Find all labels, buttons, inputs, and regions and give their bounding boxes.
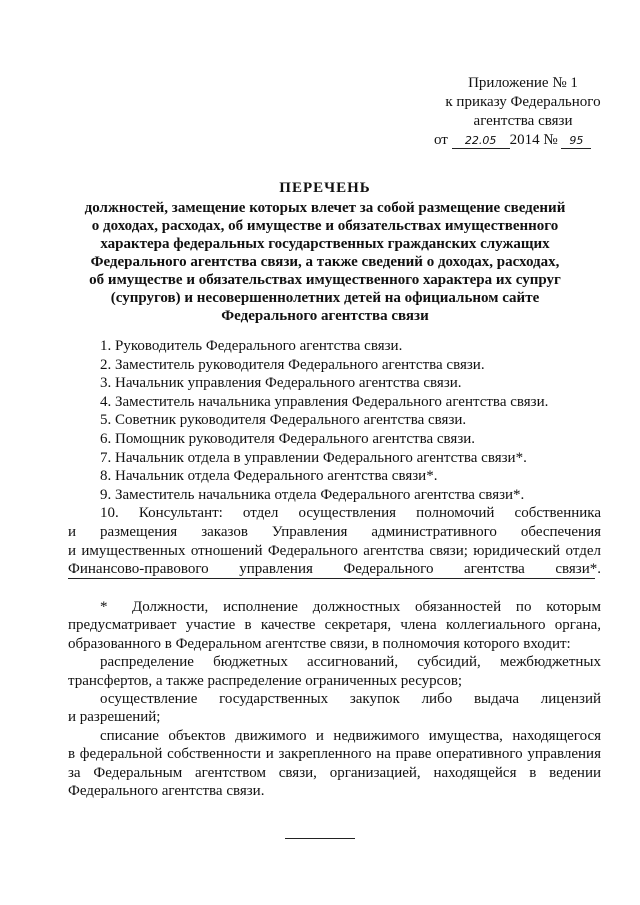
footnote-divider [68, 578, 595, 579]
list-item: 2. Заместитель руководителя Федерального агентства связи. [100, 356, 485, 373]
item-10-line: и имущественных отношений Федерального агентства связи; юридический отдел [68, 542, 601, 559]
appendix-line-1: Приложение № 1 [468, 75, 578, 91]
title-heading: ПЕРЕЧЕНЬ [279, 180, 371, 196]
footnote-line: за Федеральным агентством связи, организацией, находящейся в ведении [68, 764, 601, 781]
item-10-line: 10. Консультант: отдел осуществления полномочий собственника [100, 505, 601, 522]
handwritten-date: 22.05 [452, 134, 510, 149]
title-line: Федерального агентства связи, а также сведений о доходах, расходах, [90, 254, 560, 270]
footnote-line: списание объектов движимого и недвижимого имущества, находящегося [100, 727, 601, 744]
footnote-line: предусматривает участие в качестве секретаря, члена коллегиального органа, [68, 617, 601, 634]
footnote-line: в федеральной собственности и закрепленного на праве оперативного управления [68, 746, 601, 763]
footnote-paragraph-1 [68, 598, 601, 653]
footnote-paragraph-2 [68, 653, 601, 690]
item-10-line: и размещения заказов Управления административного обеспечения [68, 523, 601, 540]
appendix-header [428, 74, 618, 150]
title-line: о доходах, расходах, об имуществе и обязательствах имущественного [91, 218, 559, 234]
positions-list [68, 337, 601, 579]
footnote [68, 598, 601, 800]
year-and-number-label: 2014 № [509, 132, 558, 148]
appendix-line-2: к приказу Федерального [445, 94, 601, 110]
appendix-line-3: агентства связи [473, 113, 573, 129]
footnote-paragraph-4 [68, 727, 601, 801]
order-date-line [434, 131, 618, 150]
footnote-line: трансфертов, а также распределение ограниченных ресурсов; [68, 672, 463, 689]
title-line: об имуществе и обязательствах имущественного характера их супруг [89, 272, 561, 288]
footnote-line: образованного в Федеральном агентстве связи, в полномочия которого входит: [68, 635, 571, 652]
title-description [60, 199, 590, 325]
title-line: Федерального агентства связи [221, 308, 429, 324]
footnote-line-text: Должности, исполнение должностных обязанностей по которым [132, 599, 601, 615]
footnote-paragraph-3 [68, 690, 601, 727]
footnote-line [68, 598, 601, 616]
list-item: 3. Начальник управления Федерального агентства связи. [100, 375, 462, 392]
list-item: 7. Начальник отдела в управлении Федерального агентства связи*. [100, 449, 527, 466]
footnote-line: осуществление государственных закупок либо выдача лицензий [100, 691, 601, 708]
document-title [60, 179, 590, 325]
footnote-line: распределение бюджетных ассигнований, субсидий, межбюджетных [100, 654, 601, 671]
date-prefix: от [434, 132, 448, 148]
title-line: должностей, замещение которых влечет за собой размещение сведений [84, 200, 566, 216]
footnote-star: * [100, 599, 108, 615]
list-item-10 [68, 504, 601, 578]
title-line: (супругов) и несовершеннолетних детей на официальном сайте [110, 290, 540, 306]
handwritten-number: 95 [561, 134, 591, 149]
list-item: 6. Помощник руководителя Федерального агентства связи. [100, 430, 476, 447]
list-item: 5. Советник руководителя Федерального агентства связи. [100, 412, 467, 429]
list-item: 4. Заместитель начальника управления Федерального агентства связи. [100, 393, 549, 410]
end-of-document-line [285, 838, 355, 839]
title-line: характера федеральных государственных гражданских служащих [100, 236, 550, 252]
footnote-line: и разрешений; [68, 709, 161, 726]
list-item: 1. Руководитель Федерального агентства связи. [100, 338, 403, 354]
item-10-line: Финансово-правового управления Федерального агентства связи*. [68, 561, 601, 578]
list-item: 9. Заместитель начальника отдела Федерального агентства связи*. [100, 486, 525, 503]
list-item: 8. Начальник отдела Федерального агентства связи*. [100, 468, 438, 485]
footnote-line: Федерального агентства связи. [68, 783, 265, 800]
